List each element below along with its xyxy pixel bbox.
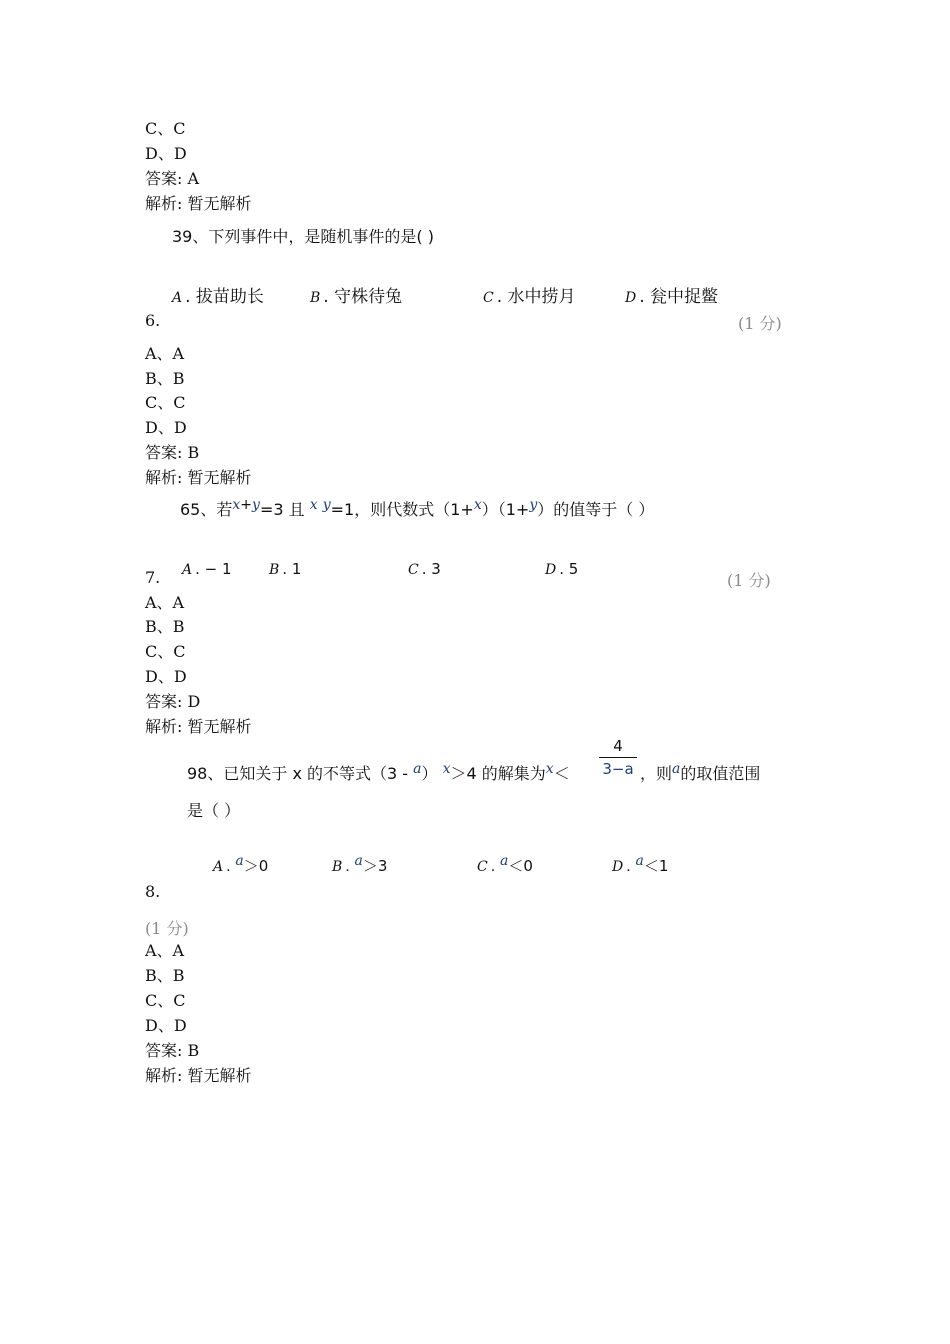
question-score: (1 分) (145, 919, 189, 938)
option-c: C、C (145, 119, 186, 138)
analysis-text: 解析: 暂无解析 (145, 194, 252, 213)
choice-letter: D (545, 562, 557, 578)
stem-text: ）（1+ (481, 500, 530, 519)
question-number: 6. (145, 311, 161, 330)
fraction-denominator: 3−a (602, 760, 634, 778)
math-var: x (442, 761, 451, 777)
answer-text: 答案: B (145, 443, 200, 462)
choice-b (269, 560, 301, 578)
math-var: y (322, 497, 331, 513)
choice-b (310, 282, 402, 307)
choice-c (408, 560, 441, 578)
choice-letter: C (477, 859, 488, 875)
stem-text: ） (421, 764, 438, 783)
choice-d (625, 282, 718, 307)
option-b: B、B (145, 617, 185, 636)
option-c: C、C (145, 991, 186, 1010)
option-a: A、A (145, 593, 185, 612)
stem-text: ，则 (640, 764, 673, 783)
math-var: a (499, 853, 509, 869)
choice-letter: D (625, 290, 637, 306)
choice-letter: C (483, 290, 494, 306)
stem-text: ）的值等于（ ） (537, 500, 655, 519)
question-stem (180, 497, 655, 521)
math-op: ＜ (553, 764, 570, 783)
choice-a: A . a＞0 (213, 853, 269, 875)
choice-letter: B (269, 562, 280, 578)
option-d: D、D (145, 144, 187, 163)
math-var: a (672, 761, 681, 777)
choice-text: . 拔苗助长 (185, 287, 264, 307)
choice-letter: A (182, 562, 193, 578)
option-b: B、B (145, 369, 185, 388)
answer-text: 答案: D (145, 692, 201, 711)
question-stem-line2: 是（ ） (187, 801, 241, 820)
stem-text: 65、若 (180, 500, 233, 519)
choice-text: ＜0 (508, 857, 533, 875)
choice-text: . 瓮中捉鳖 (639, 287, 719, 307)
choice-text: ＞0 (243, 857, 269, 875)
choice-text: . 1 (282, 560, 302, 578)
choice-text: . 水中捞月 (496, 287, 576, 307)
stem-text: 的取值范围 (680, 764, 761, 783)
math-var: a (235, 853, 244, 869)
math-var: x (309, 497, 318, 513)
option-a: A、A (145, 941, 185, 960)
math-op: + (240, 497, 253, 513)
choice-letter: B (332, 859, 343, 875)
question-score: (1 分) (738, 314, 782, 333)
answer-text: 答案: B (145, 1041, 200, 1060)
choice-text: ＜1 (643, 857, 669, 875)
choice-text: ＞3 (362, 857, 388, 875)
choice-letter: C (408, 562, 419, 578)
choice-letter: A (213, 859, 224, 875)
choice-b: B . a＞3 (332, 853, 388, 875)
choice-a (172, 282, 264, 307)
option-c: C、C (145, 393, 186, 412)
choice-d: D . a＜1 (612, 853, 669, 875)
choice-d (545, 560, 578, 578)
question-stem-tail (640, 761, 761, 785)
math-var: a (354, 853, 363, 869)
fraction-numerator: 4 (613, 737, 623, 755)
analysis-text: 解析: 暂无解析 (145, 1066, 252, 1085)
choice-a (182, 560, 232, 578)
option-c: C、C (145, 642, 186, 661)
math-var: y (252, 497, 260, 513)
question-number: 8. (145, 882, 161, 901)
math-var: a (413, 761, 422, 777)
question-number: 7. (145, 568, 161, 587)
stem-text: =1，则代数式（1+ (330, 500, 474, 519)
choice-text: . − 1 (195, 560, 232, 578)
fraction-bar (599, 757, 637, 758)
analysis-text: 解析: 暂无解析 (145, 717, 252, 736)
stem-text: 98、已知关于 x 的不等式（3 - (187, 764, 409, 783)
choice-text: . 3 (421, 560, 441, 578)
analysis-text: 解析: 暂无解析 (145, 468, 252, 487)
choice-letter: B (310, 290, 321, 306)
stem-text: ＞4 的解集为 (450, 764, 546, 783)
math-var: a (635, 853, 644, 869)
choice-letter: D (612, 859, 624, 875)
stem-text: =3 且 (259, 500, 305, 519)
math-var: y (529, 497, 538, 513)
choice-letter: A (172, 290, 183, 306)
question-stem (187, 761, 570, 785)
math-var: x (545, 761, 554, 777)
math-var: x (232, 497, 241, 513)
option-d: D、D (145, 1016, 187, 1035)
option-b: B、B (145, 966, 185, 985)
choice-text: . 5 (559, 560, 579, 578)
math-var: x (473, 497, 482, 513)
option-a: A、A (145, 344, 185, 363)
choice-c: C . a＜0 (477, 853, 533, 875)
option-d: D、D (145, 667, 187, 686)
question-score: (1 分) (727, 571, 771, 590)
choice-text: . 守株待兔 (323, 287, 403, 307)
answer-text: 答案: A (145, 169, 200, 188)
choice-c (483, 282, 576, 307)
option-d: D、D (145, 418, 187, 437)
question-stem: 39、下列事件中，是随机事件的是( ) (172, 227, 434, 246)
